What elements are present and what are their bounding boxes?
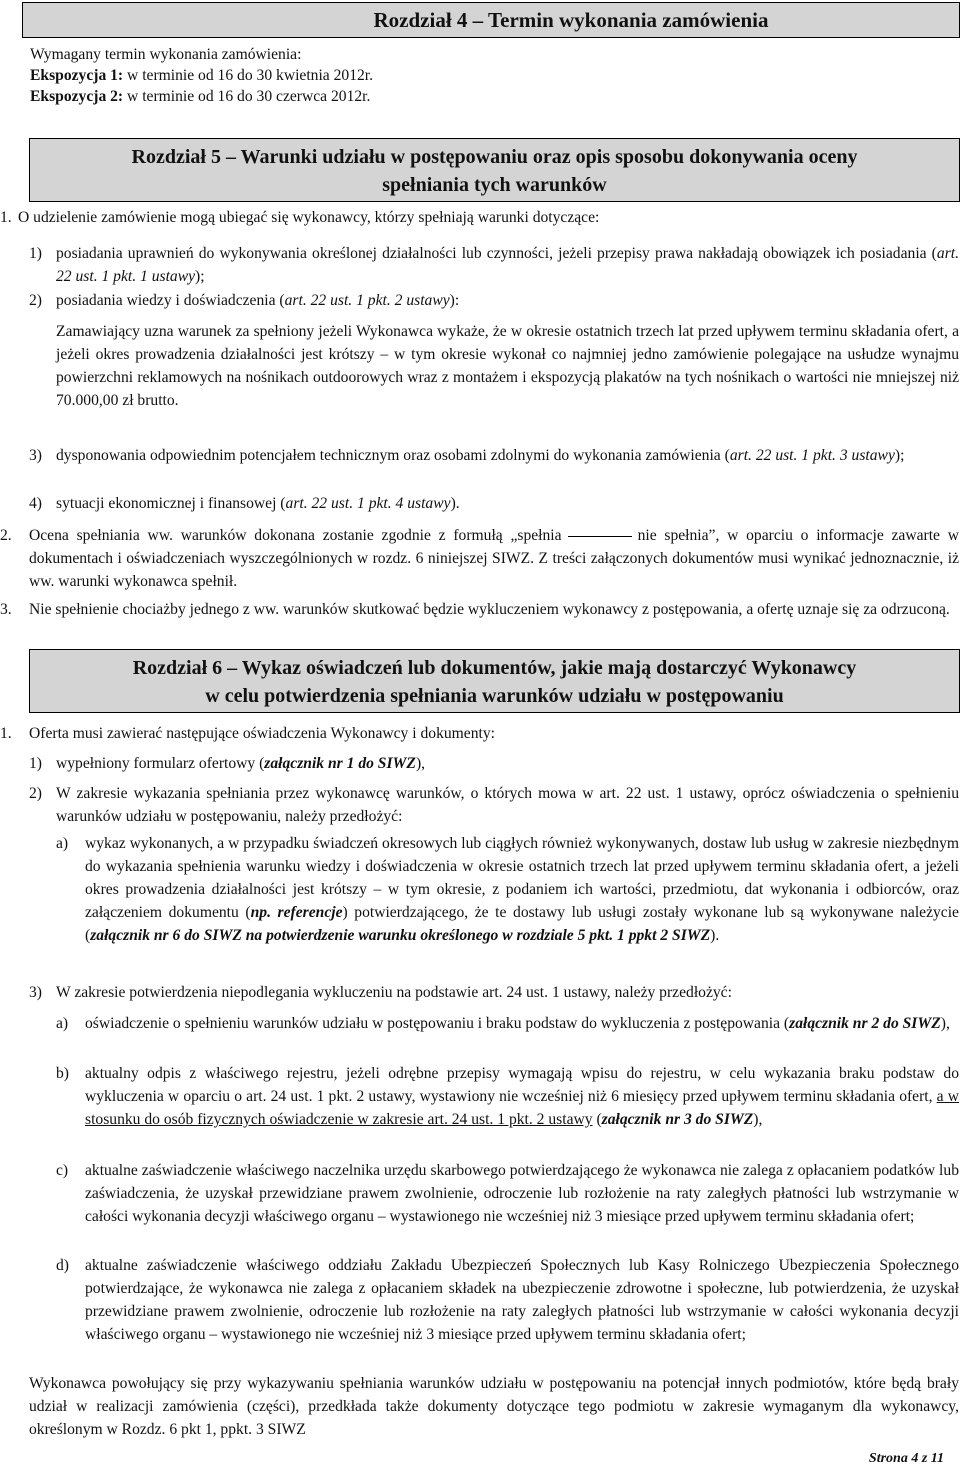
ch6-point-1: Oferta musi zawierać następujące oświadczenia Wykonawcy i dokumenty:	[29, 725, 495, 742]
formula-dash	[568, 536, 632, 537]
ch5-cond-1: posiadania uprawnień do wykonywania określonej działalności lub czynności, jeżeli przepisy prawa nakładają obowiązek ich posiadania (art. 22 ust. 1 pkt. 1 ustawy);	[56, 245, 959, 285]
ch5-cond-4-num: 4)	[29, 495, 42, 512]
chapter-6-heading: Rozdział 6 – Wykaz oświadczeń lub dokumentów, jakie mają dostarczyć Wykonawcy w celu potwierdzenia spełniania warunków udziału w postępowaniu	[29, 649, 960, 713]
ch6-item-2: W zakresie wykazania spełniania przez wykonawcę warunków, o których mowa w art. 22 ust. 1 ustawy, oprócz oświadczenia o spełnieniu warunków udziału w postępowaniu, należy przedłożyć:	[56, 785, 959, 825]
ch5-point-3-num: 3.	[0, 601, 12, 618]
ch6-item-3: W zakresie potwierdzenia niepodlegania wykluczeniu na podstawie art. 24 ust. 1 ustawy, należy przedłożyć:	[56, 984, 732, 1001]
ch6-item-3d: aktualne zaświadczenie właściwego oddziału Zakładu Ubezpieczeń Społecznych lub Kasy Rolniczego Ubezpieczenia Społecznego potwierdzające, że wykonawca nie zalega z opłacaniem składek na ubezpieczenie zdrowotne i społeczne, lub potwierdzenia, że uzyskał przewidziane prawem zwolnienie, odroczenie lub rozłożenie na raty zaległych płatności lub wstrzymanie w całości wykonania decyzji właściwego organu – wystawionego nie wcześniej niż 3 miesiące przed upływem terminu składania ofert;	[85, 1257, 959, 1343]
ch6-item-3d-num: d)	[56, 1257, 69, 1274]
ch5-point-1: O udzielenie zamówienie mogą ubiegać się wykonawcy, którzy spełniają warunki dotyczące:	[18, 209, 600, 226]
ch6-point-1-num: 1.	[0, 725, 12, 742]
ch5-cond-4: sytuacji ekonomicznej i finansowej (art. 22 ust. 1 pkt. 4 ustawy).	[56, 495, 460, 512]
ch6-item-2-num: 2)	[29, 785, 42, 802]
page-number: Strona 4 z 11	[868, 1451, 944, 1466]
ch5-cond-2-num: 2)	[29, 292, 42, 309]
ch5-point-2-num: 2.	[0, 527, 12, 544]
chapter-4-body	[30, 44, 950, 107]
ch6-closing-paragraph: Wykonawca powołujący się przy wykazywaniu spełniania warunków udziału w postępowaniu na potencjał innych podmiotów, które będą brały udział w realizacji zamówienia (części), przedkłada także dokumenty dotyczące tego podmiotu w zakresie wymaganym dla wykonawcy, określonym w Rozdz. 6 pkt 1, ppkt. 3 SIWZ	[29, 1375, 959, 1438]
ch5-point-1-num: 1.	[0, 209, 12, 226]
ch6-item-3-num: 3)	[29, 984, 42, 1001]
exposition-1: Ekspozycja 1: w terminie od 16 do 30 kwietnia 2012r.	[30, 67, 374, 84]
ch6-item-1: wypełniony formularz ofertowy (załącznik nr 1 do SIWZ),	[56, 755, 426, 772]
ch6-item-1-num: 1)	[29, 755, 42, 772]
ch6-item-3c: aktualne zaświadczenie właściwego naczelnika urzędu skarbowego potwierdzającego że wykonawca nie zalega z opłacaniem podatków lub zaświadczenia, że uzyskał przewidziane prawem zwolnienie, odroczenie lub rozłożenie na raty zaległych płatności lub wstrzymanie w całości wykonania decyzji właściwego organu – wystawionego nie wcześniej niż 3 miesiące przed upływem terminu składania ofert;	[85, 1162, 959, 1225]
ch5-cond-3: dysponowania odpowiednim potencjałem technicznym oraz osobami zdolnymi do wykonania zamówienia (art. 22 ust. 1 pkt. 3 ustawy);	[56, 447, 905, 464]
ch6-item-3b: aktualny odpis z właściwego rejestru, jeżeli odrębne przepisy wymagają wpisu do rejestru, w celu wykazania braku podstaw do wykluczenia w oparciu o art. 24 ust. 1 pkt. 2 ustawy, wystawiony nie wcześniej niż 6 miesięcy przed upływem terminu składania ofert, a w stosunku do osób fizycznych oświadczenie w zakresie art. 24 ust. 1 pkt. 2 ustawy (załącznik nr 3 do SIWZ),	[85, 1065, 959, 1128]
ch5-point-3: Nie spełnienie chociażby jednego z ww. warunków skutkować będzie wykluczeniem wykonawcy z postępowania, a ofertę uznaje się za odrzuconą.	[29, 601, 950, 618]
ch5-cond-2-detail: Zamawiający uzna warunek za spełniony jeżeli Wykonawca wykaże, że w okresie ostatnich trzech lat przed upływem terminu składania ofert, a jeżeli okres prowadzenia działalności jest krótszy – w tym okresie wykonał co najmniej jedno zamówienie polegające na usłudze wynajmu powierzchni reklamowych na nośnikach outdoorowych wraz z montażem i ekspozycją plakatów na tych nośnikach o wartości nie mniejszej niż 70.000,00 zł brutto.	[56, 323, 959, 409]
ch6-item-2a-num: a)	[56, 835, 69, 852]
ch6-item-3b-num: b)	[56, 1065, 69, 1082]
ch6-item-3a-num: a)	[56, 1015, 69, 1032]
ch5-point-2: Ocena spełniania ww. warunków dokonana zostanie zgodnie z formułą „spełnia nie spełnia”, w oparciu o informacje zawarte w dokumentach i oświadczeniach wyszczególnionych w rozdz. 6 niniejszej SIWZ. Z treści załączonych dokumentów musi wynikać jednoznacznie, iż ww. warunki wykonawca spełnił.	[29, 527, 960, 590]
chapter-4-heading: Rozdział 4 – Termin wykonania zamówienia	[22, 2, 960, 38]
deadline-intro: Wymagany termin wykonania zamówienia:	[30, 46, 302, 63]
ch5-cond-3-num: 3)	[29, 447, 42, 464]
ch6-item-3a: oświadczenie o spełnieniu warunków udziału w postępowaniu i braku podstaw do wykluczenia z postępowania (załącznik nr 2 do SIWZ),	[85, 1015, 950, 1032]
ch6-item-3c-num: c)	[56, 1162, 69, 1179]
exposition-2: Ekspozycja 2: w terminie od 16 do 30 czerwca 2012r.	[30, 88, 371, 105]
ch5-cond-2: posiadania wiedzy i doświadczenia (art. 22 ust. 1 pkt. 2 ustawy):	[56, 292, 460, 309]
chapter-5-heading: Rozdział 5 – Warunki udziału w postępowaniu oraz opis sposobu dokonywania oceny spełniania tych warunków	[29, 138, 960, 202]
ch5-cond-1-num: 1)	[29, 245, 42, 262]
ch6-item-2a: wykaz wykonanych, a w przypadku świadczeń okresowych lub ciągłych również wykonywanych, dostaw lub usług w zakresie niezbędnym do wykazania spełnienia warunku wiedzy i doświadczenia w okresie ostatnich trzech lat przed upływem terminu składania ofert, a jeżeli okres prowadzenia działalności jest krótszy – w tym okresie, z podaniem ich wartości, przedmiotu, dat wykonania i odbiorców, oraz załączeniem dokumentu (np. referencje) potwierdzającego, że te dostawy lub usługi zostały wykonane lub są wykonywane należycie (załącznik nr 6 do SIWZ na potwierdzenie warunku określonego w rozdziale 5 pkt. 1 ppkt 2 SIWZ).	[85, 835, 959, 944]
